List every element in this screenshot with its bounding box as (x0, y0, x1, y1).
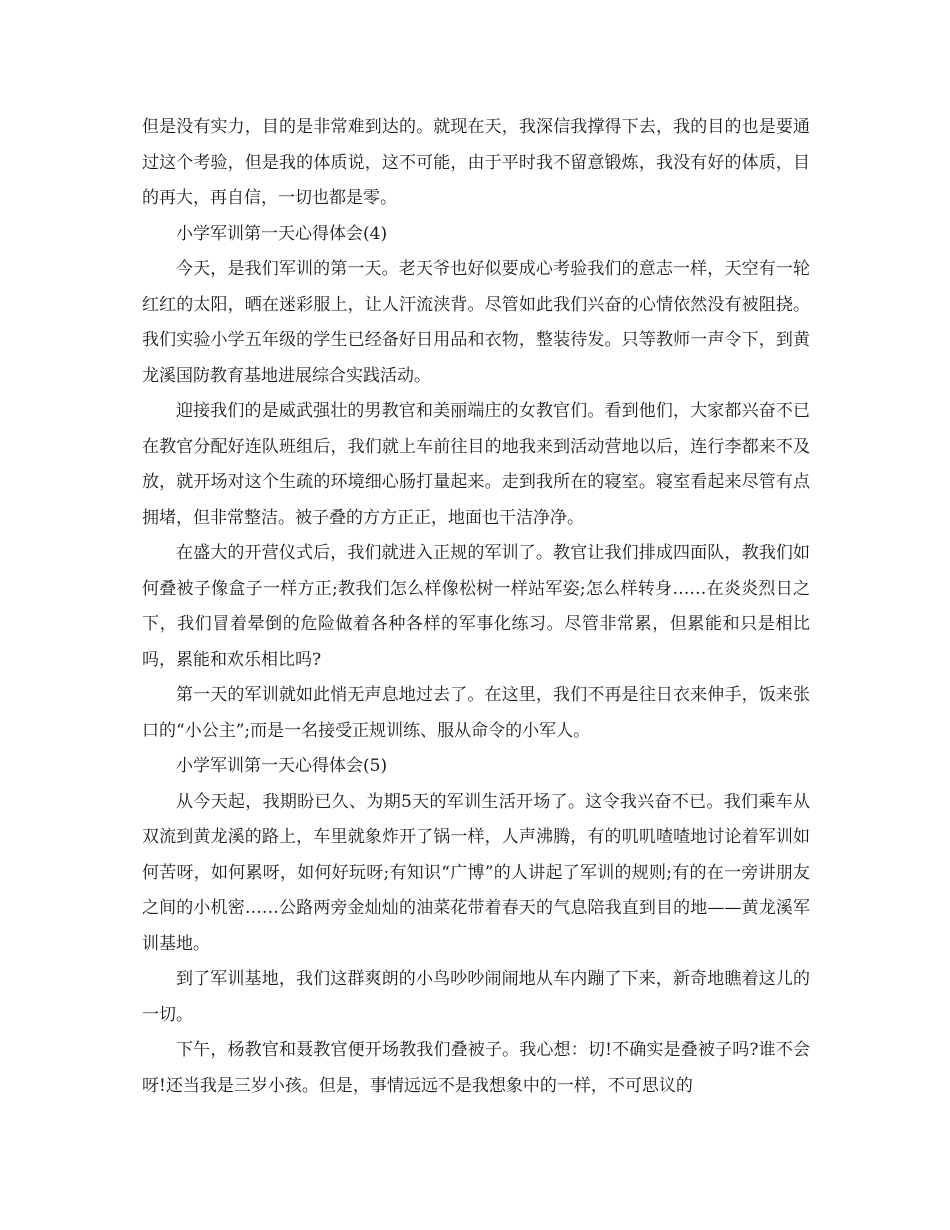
document-body (142, 110, 810, 1104)
paragraph: 但是没有实力，目的是非常难到达的。就现在天，我深信我撑得下去，我的目的也是要通过这个考验，但是我的体质说，这不可能，由于平时我不留意锻炼，我没有好的体质，目的再大，再自信，一切也都是零。 (142, 117, 810, 208)
paragraph: 到了军训基地，我们这群爽朗的小鸟吵吵闹闹地从车内蹦了下来，新奇地瞧着这儿的一切。 (142, 969, 810, 1025)
section-heading: 小学军训第一天心得体会(4) (176, 223, 388, 244)
paragraph: 今天，是我们军训的第一天。老天爷也好似要成心考验我们的意志一样，天空有一轮红红的太阳，晒在迷彩服上，让人汗流浃背。尽管如此我们兴奋的心情依然没有被阻挠。我们实验小学五年级的学生已经备好日用品和衣物，整装待发。只等教师一声令下，到黄龙溪国防教育基地进展综合实践活动。 (142, 259, 810, 386)
paragraph: 迎接我们的是威武强壮的男教官和美丽端庄的女教官们。看到他们，大家都兴奋不已在教官分配好连队班组后，我们就上车前往目的地我来到活动营地以后，连行李都来不及放，就开场对这个生疏的环境细心肠打量起来。走到我所在的寝室。寝室看起来尽管有点拥堵，但非常整洁。被子叠的方方正正，地面也干洁净净。 (142, 401, 810, 528)
section-heading: 小学军训第一天心得体会(5) (176, 756, 388, 776)
paragraph: 从今天起，我期盼已久、为期5天的军训生活开场了。这令我兴奋不已。我们乘车从双流到黄龙溪的路上，车里就象炸开了锅一样，人声沸腾，有的叽叽喳喳地讨论着军训如何苦呀，如何累呀，如何好玩呀;有知识“广博”的人讲起了军训的规则;有的在一旁讲朋友之间的小机密……公路两旁金灿灿的油菜花带着春天的气息陪我直到目的地——黄龙溪军训基地。 (142, 791, 810, 954)
paragraph: 下午，杨教官和聂教官便开场教我们叠被子。我心想：切!不确实是叠被子吗?谁不会呀!还当我是三岁小孩。但是，事情远远不是我想象中的一样，不可思议的 (142, 1040, 810, 1096)
paragraph: 在盛大的开营仪式后，我们就进入正规的军训了。教官让我们排成四面队，教我们如何叠被子像盒子一样方正;教我们怎么样像松树一样站军姿;怎么样转身……在炎炎烈日之下，我们冒着晕倒的危险做着各种各样的军事化练习。尽管非常累，但累能和只是相比吗，累能和欢乐相比吗? (142, 543, 810, 670)
paragraph: 第一天的军训就如此悄无声息地过去了。在这里，我们不再是往日衣来伸手，饭来张口的“小公主”;而是一名接受正规训练、服从命令的小军人。 (142, 685, 810, 741)
